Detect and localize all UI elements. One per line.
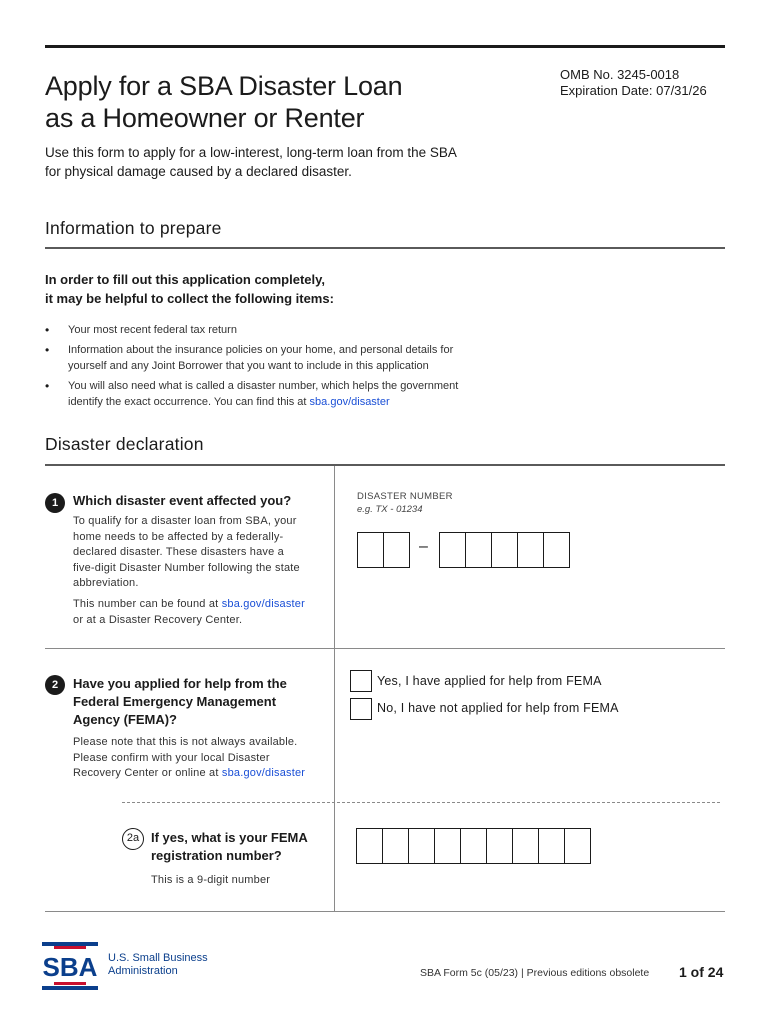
- q1-found-text: This number can be found at sba.gov/disaster or at a Disaster Recovery Center.: [73, 598, 305, 626]
- digit-box[interactable]: [408, 828, 435, 864]
- fema-yes-label: Yes, I have applied for help from FEMA: [377, 674, 602, 688]
- list-item: • You will also need what is called a disaster number, which helps the government identify the exact occurrence. You can find this at sba.gov/disaster: [45, 378, 495, 410]
- disaster-state-input[interactable]: [357, 532, 409, 568]
- q2a-help: This is a 9-digit number: [151, 874, 271, 886]
- omb-number: OMB No. 3245-0018: [560, 67, 680, 82]
- digit-box[interactable]: [434, 828, 461, 864]
- digit-box[interactable]: [543, 532, 570, 568]
- column-divider: [334, 466, 335, 912]
- fema-yes-checkbox[interactable]: [350, 670, 372, 692]
- section-heading-prepare: Information to prepare: [45, 218, 222, 238]
- prepare-lead-line-1: In order to fill out this application completely,: [45, 272, 326, 287]
- digit-box[interactable]: [486, 828, 513, 864]
- prepare-list: [45, 322, 495, 414]
- row-divider-bottom: [45, 911, 725, 912]
- intro-line-1: Use this form to apply for a low-interest, long-term loan from the SBA: [45, 145, 457, 160]
- title-line-2: as a Homeowner or Renter: [45, 103, 365, 133]
- form-info: SBA Form 5c (05/23) | Previous editions obsolete: [420, 967, 650, 979]
- agency-name: U.S. Small Business Administration: [108, 952, 208, 977]
- question-number-badge: 2: [45, 675, 65, 695]
- disaster-number-hint: e.g. TX - 01234: [357, 504, 423, 515]
- digit-box[interactable]: [356, 828, 383, 864]
- digit-box[interactable]: [460, 828, 487, 864]
- digit-box[interactable]: [383, 532, 410, 568]
- q1-title: Which disaster event affected you?: [73, 493, 292, 508]
- list-item: • Your most recent federal tax return: [45, 322, 495, 338]
- q2-help: Please note that this is not always available. Please confirm with your local Disaster Recovery Center or online at sba.gov/disaster: [73, 736, 306, 779]
- disaster-number-input[interactable]: [439, 532, 569, 568]
- sba-disaster-link[interactable]: sba.gov/disaster: [221, 767, 306, 779]
- q1-help: To qualify for a disaster loan from SBA, your home needs to be affected by a federally- declared disaster. These disasters have a five-digit Disaster Number following the state abbreviation.: [73, 515, 300, 589]
- logo-text: SBA: [42, 952, 98, 982]
- digit-box[interactable]: [357, 532, 384, 568]
- dash-separator: –: [419, 538, 428, 555]
- sba-logo: [40, 942, 100, 990]
- section-rule-prepare: [45, 247, 725, 249]
- page-title: [45, 70, 402, 134]
- disaster-number-label: DISASTER NUMBER: [357, 491, 453, 502]
- digit-box[interactable]: [439, 532, 466, 568]
- section-heading-declaration: Disaster declaration: [45, 434, 204, 454]
- dashed-divider: [122, 802, 720, 803]
- q2-title: Have you applied for help from the Federal Emergency Management Agency (FEMA)?: [73, 676, 287, 727]
- digit-box[interactable]: [564, 828, 591, 864]
- digit-box[interactable]: [465, 532, 492, 568]
- fema-registration-input[interactable]: [356, 828, 590, 864]
- top-rule: [45, 45, 725, 48]
- sba-disaster-link[interactable]: sba.gov/disaster: [309, 396, 390, 408]
- prepare-lead: [45, 270, 445, 308]
- q2a-title: If yes, what is your FEMA registration number?: [151, 830, 308, 863]
- prepare-lead-line-2: it may be helpful to collect the following items:: [45, 291, 334, 306]
- question-number-badge: 2a: [122, 828, 144, 850]
- expiration-date: Expiration Date: 07/31/26: [560, 83, 707, 98]
- title-line-1: Apply for a SBA Disaster Loan: [45, 71, 403, 101]
- sba-disaster-link[interactable]: sba.gov/disaster: [221, 598, 305, 610]
- digit-box[interactable]: [538, 828, 565, 864]
- omb-info: [560, 67, 707, 99]
- digit-box[interactable]: [491, 532, 518, 568]
- digit-box[interactable]: [382, 828, 409, 864]
- section-rule-declaration: [45, 464, 725, 466]
- list-item: • Information about the insurance policies on your home, and personal details for yourself and any Joint Borrower that you want to include in this application: [45, 342, 495, 374]
- intro-line-2: for physical damage caused by a declared disaster.: [45, 164, 352, 179]
- question-number-badge: 1: [45, 493, 65, 513]
- sba-logo-icon: [40, 942, 100, 990]
- page-number: 1 of 24: [679, 964, 724, 980]
- fema-no-checkbox[interactable]: [350, 698, 372, 720]
- digit-box[interactable]: [512, 828, 539, 864]
- row-divider: [45, 648, 725, 649]
- digit-box[interactable]: [517, 532, 544, 568]
- intro-text: [45, 143, 485, 181]
- fema-no-label: No, I have not applied for help from FEMA: [377, 701, 619, 715]
